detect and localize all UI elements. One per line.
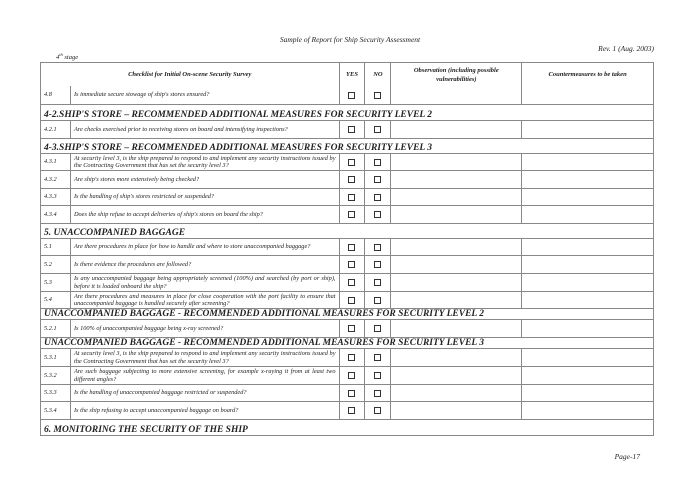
checklist-row [41, 170, 653, 188]
yes-checkbox[interactable] [348, 261, 355, 268]
observation-field[interactable] [390, 86, 521, 104]
section-header-row [41, 308, 653, 319]
checklist-row [41, 86, 653, 104]
no-cell [364, 349, 390, 366]
item-question: Is any unaccompanied baggage being appropriately screened (100%) and searched (by port or ship), before it is loaded onboard the ship? [70, 274, 339, 291]
no-cell [364, 154, 390, 170]
no-cell [364, 320, 390, 337]
item-number: 5.3.2 [44, 371, 57, 379]
item-question: Is immediate secure stowage of ship's stores ensured? [70, 86, 339, 104]
yes-cell [339, 121, 365, 138]
no-checkbox[interactable] [374, 325, 381, 332]
section-title: UNACCOMPANIED BAGGAGE - RECOMMENDED ADDITIONAL MEASURES FOR SECURITY LEVEL 3 [44, 338, 484, 348]
no-cell [364, 189, 390, 205]
countermeasures-field[interactable] [521, 256, 653, 273]
countermeasures-field[interactable] [521, 367, 653, 384]
column-header-yes: YES [339, 63, 365, 86]
item-number: 4.2.1 [44, 125, 57, 133]
no-cell [364, 292, 390, 308]
item-question: At security level 3, is the ship prepared to respond to and implement any security instructions issued by the Contracting Government that has set the security level 3? [70, 154, 339, 170]
no-checkbox[interactable] [374, 354, 381, 361]
page-number: Page-17 [614, 452, 640, 461]
item-number: 5.3.3 [44, 389, 57, 397]
section-title: 4-3.SHIP'S STORE – RECOMMENDED ADDITIONAL MEASURES FOR SECURITY LEVEL 3 [44, 143, 433, 153]
no-cell [364, 256, 390, 273]
yes-cell [339, 320, 365, 337]
item-question: Are checks exercised prior to receiving stores on board and intensifying inspections? [70, 121, 339, 138]
countermeasures-field[interactable] [521, 402, 653, 419]
no-checkbox[interactable] [374, 92, 381, 99]
item-number: 4.3.2 [44, 175, 57, 183]
yes-cell [339, 171, 365, 188]
countermeasures-field[interactable] [521, 86, 653, 104]
checklist-row [41, 291, 653, 308]
yes-cell [339, 189, 365, 205]
observation-field[interactable] [390, 256, 521, 273]
column-header-countermeasures: Countermeasures to be taken [521, 63, 653, 86]
no-cell [364, 274, 390, 291]
yes-cell [339, 367, 365, 384]
countermeasures-field[interactable] [521, 171, 653, 188]
no-checkbox[interactable] [374, 176, 381, 183]
section-header-row [41, 337, 653, 348]
observation-field[interactable] [390, 274, 521, 291]
yes-checkbox[interactable] [348, 92, 355, 99]
checklist-row [41, 153, 653, 170]
revision-label: Rev. 1 (Aug. 2003) [598, 44, 654, 53]
checklist-row [41, 238, 653, 255]
no-checkbox[interactable] [374, 126, 381, 133]
section-title: 4-2.SHIP'S STORE – RECOMMENDED ADDITIONAL MEASURES FOR SECURITY LEVEL 2 [44, 110, 433, 120]
yes-cell [339, 385, 365, 401]
item-number: 5.2.1 [44, 324, 57, 332]
yes-checkbox[interactable] [348, 159, 355, 166]
observation-field[interactable] [390, 402, 521, 419]
section-title: 6. MONITORING THE SECURITY OF THE SHIP [44, 425, 248, 435]
yes-checkbox[interactable] [348, 325, 355, 332]
yes-checkbox[interactable] [348, 354, 355, 361]
countermeasures-field[interactable] [521, 274, 653, 291]
countermeasures-field[interactable] [521, 154, 653, 170]
no-cell [364, 206, 390, 223]
stage-number: 4 [56, 54, 60, 62]
checklist-row [41, 366, 653, 384]
item-number: 5.1 [44, 243, 52, 251]
no-cell [364, 367, 390, 384]
item-question: Is the handling of unaccompanied baggage restricted or suspended? [70, 385, 339, 401]
checklist-row [41, 120, 653, 138]
yes-checkbox[interactable] [348, 194, 355, 201]
yes-cell [339, 292, 365, 308]
countermeasures-field[interactable] [521, 121, 653, 138]
checklist-row [41, 188, 653, 205]
observation-field[interactable] [390, 239, 521, 255]
yes-checkbox[interactable] [348, 372, 355, 379]
yes-checkbox[interactable] [348, 126, 355, 133]
column-header-checklist: Checklist for Initial On-scene Security Survey [128, 71, 252, 78]
section-header-row [41, 419, 653, 435]
stage-label [56, 52, 78, 61]
section-header-row [41, 223, 653, 238]
yes-checkbox[interactable] [348, 211, 355, 218]
no-checkbox[interactable] [374, 211, 381, 218]
no-checkbox[interactable] [374, 159, 381, 166]
no-cell [364, 402, 390, 419]
countermeasures-field[interactable] [521, 292, 653, 308]
no-cell [364, 121, 390, 138]
yes-checkbox[interactable] [348, 390, 355, 397]
item-question: Is the handling of ship's stores restricted or suspended? [70, 189, 339, 205]
section-header-row [41, 138, 653, 153]
item-question: Is the ship refusing to accept unaccompanied baggage on board? [70, 402, 339, 419]
yes-cell [339, 256, 365, 273]
no-cell [364, 171, 390, 188]
no-checkbox[interactable] [374, 372, 381, 379]
countermeasures-field[interactable] [521, 239, 653, 255]
item-number: 4.3.1 [44, 158, 57, 166]
observation-field[interactable] [390, 154, 521, 170]
yes-checkbox[interactable] [348, 244, 355, 251]
no-checkbox[interactable] [374, 407, 381, 414]
item-question: At security level 3, is the ship prepared to respond to and implement any security instructions issued by the Contracting Government that has set the security level 3? [70, 349, 339, 366]
observation-field[interactable] [390, 206, 521, 223]
security-checklist-table [40, 62, 654, 436]
yes-cell [339, 349, 365, 366]
yes-cell [339, 402, 365, 419]
item-question: Is there evidence the procedures are followed? [70, 256, 339, 273]
item-question: Does the ship refuse to accept deliveries of ship's stores on board the ship? [70, 206, 339, 223]
item-question: Are such baggage subjecting to more extensive screening, for example x-raying it from at least two different angles? [70, 367, 339, 384]
checklist-row [41, 401, 653, 419]
no-checkbox[interactable] [374, 297, 381, 304]
yes-checkbox[interactable] [348, 297, 355, 304]
section-title: UNACCOMPANIED BAGGAGE - RECOMMENDED ADDITIONAL MEASURES FOR SECURITY LEVEL 2 [44, 309, 484, 319]
checklist-row [41, 384, 653, 401]
section-header-row [41, 104, 653, 120]
stage-text: stage [62, 54, 79, 62]
countermeasures-field[interactable] [521, 349, 653, 366]
yes-cell [339, 86, 365, 104]
no-cell [364, 239, 390, 255]
no-checkbox[interactable] [374, 261, 381, 268]
checklist-row [41, 348, 653, 366]
yes-checkbox[interactable] [348, 176, 355, 183]
item-question: Are there procedures in place for how to handle and where to store unaccompanied baggage? [70, 239, 339, 255]
item-number: 4.3.3 [44, 193, 57, 201]
observation-field[interactable] [390, 171, 521, 188]
no-checkbox[interactable] [374, 244, 381, 251]
no-checkbox[interactable] [374, 194, 381, 201]
countermeasures-field[interactable] [521, 385, 653, 401]
observation-field[interactable] [390, 320, 521, 337]
no-checkbox[interactable] [374, 279, 381, 286]
item-question: Are ship's stores more extensively being checked? [70, 171, 339, 188]
checklist-row [41, 319, 653, 337]
observation-field[interactable] [390, 385, 521, 401]
stage-superscript: th [59, 52, 63, 57]
yes-checkbox[interactable] [348, 279, 355, 286]
no-checkbox[interactable] [374, 390, 381, 397]
item-number: 4.8 [44, 91, 52, 99]
yes-cell [339, 274, 365, 291]
no-cell [364, 86, 390, 104]
no-cell [364, 385, 390, 401]
document-title: Sample of Report for Ship Security Assessment [279, 35, 421, 44]
observation-field[interactable] [390, 367, 521, 384]
item-number: 5.4 [44, 296, 52, 304]
table-header-row [41, 63, 653, 86]
observation-field[interactable] [390, 189, 521, 205]
yes-cell [339, 154, 365, 170]
yes-checkbox[interactable] [348, 407, 355, 414]
column-header-no: NO [364, 63, 390, 86]
item-number: 5.2 [44, 260, 52, 268]
observation-field[interactable] [390, 349, 521, 366]
yes-cell [339, 206, 365, 223]
item-question: Are there procedures and measures in place for close cooperation with the port facility to ensure that unaccompanied baggage is handled securely after screening? [70, 292, 339, 308]
column-header-observation: Observation (including possible vulnerabilities) [390, 63, 521, 86]
section-title: 5. UNACCOMPANIED BAGGAGE [44, 228, 186, 238]
item-question: Is 100% of unaccompanied baggage being x-ray screened? [70, 320, 339, 337]
countermeasures-field[interactable] [521, 206, 653, 223]
yes-cell [339, 239, 365, 255]
checklist-row [41, 273, 653, 291]
item-number: 5.3.1 [44, 353, 57, 361]
checklist-row [41, 255, 653, 273]
observation-field[interactable] [390, 121, 521, 138]
item-number: 5.3 [44, 278, 52, 286]
checklist-row [41, 205, 653, 223]
item-number: 5.3.4 [44, 406, 57, 414]
item-number: 4.3.4 [44, 210, 57, 218]
observation-field[interactable] [390, 292, 521, 308]
countermeasures-field[interactable] [521, 320, 653, 337]
countermeasures-field[interactable] [521, 189, 653, 205]
